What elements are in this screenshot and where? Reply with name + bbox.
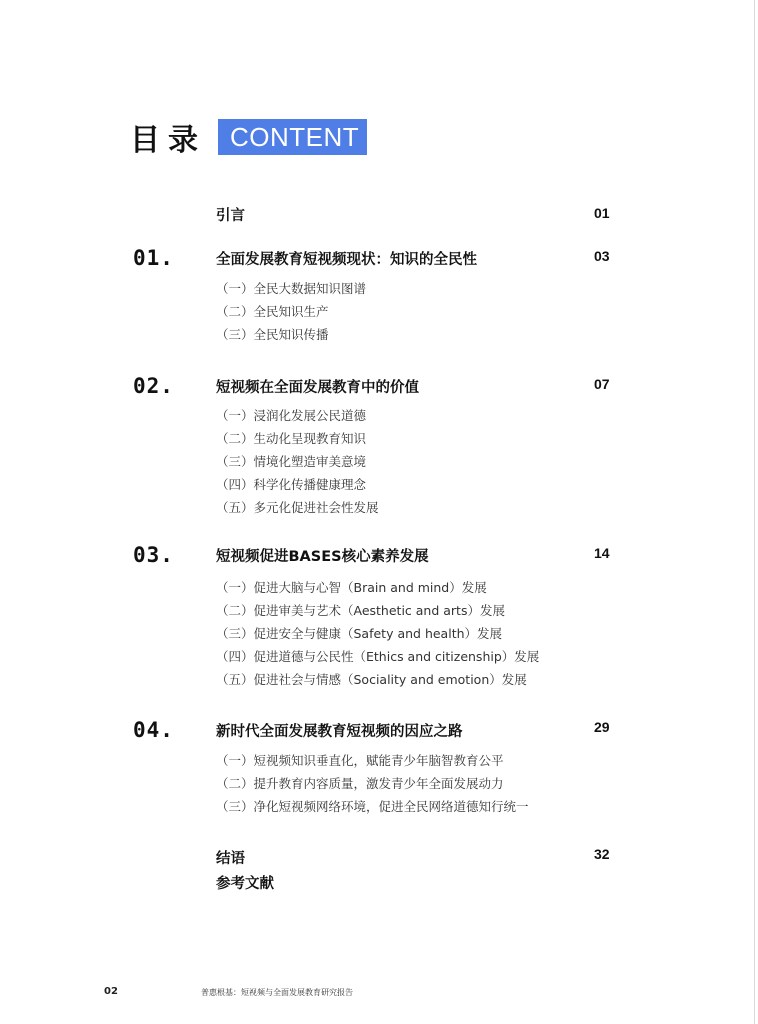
section-2-number: 02.: [133, 374, 174, 398]
section-1-title[interactable]: 全面发展教育短视频现状：知识的全民性: [216, 252, 477, 268]
section-3-item-1[interactable]: （一）促进大脑与心智（Brain and mind）发展: [216, 580, 487, 595]
footer-page-number: 02: [104, 986, 118, 997]
section-1-page: 03: [594, 248, 610, 264]
section-3-item-4[interactable]: （四）促进道德与公民性（Ethics and citizenship）发展: [216, 649, 540, 664]
toc-header: [130, 118, 367, 156]
section-3-page: 14: [594, 545, 610, 561]
section-1-item-1[interactable]: （一）全民大数据知识图谱: [216, 281, 367, 296]
toc-title-en-badge: CONTENT: [218, 119, 367, 155]
section-3-number: 03.: [133, 543, 174, 567]
section-2-item-2[interactable]: （二）生动化呈现教育知识: [216, 431, 367, 446]
section-4-item-1[interactable]: （一）短视频知识垂直化，赋能青少年脑智教育公平: [216, 753, 504, 768]
intro-title[interactable]: 引言: [216, 208, 245, 224]
section-2-title[interactable]: 短视频在全面发展教育中的价值: [216, 380, 419, 396]
section-4-item-3[interactable]: （三）净化短视频网络环境，促进全民网络道德知行统一: [216, 799, 529, 814]
conclusion-page: 32: [594, 846, 610, 862]
section-4-number: 04.: [133, 718, 174, 742]
section-1-item-2[interactable]: （二）全民知识生产: [216, 304, 329, 319]
section-4-page: 29: [594, 719, 610, 735]
section-3-item-3[interactable]: （三）促进安全与健康（Safety and health）发展: [216, 626, 503, 641]
section-2-item-1[interactable]: （一）浸润化发展公民道德: [216, 408, 367, 423]
intro-page: 01: [594, 205, 610, 221]
section-2-item-4[interactable]: （四）科学化传播健康理念: [216, 477, 367, 492]
section-2-item-3[interactable]: （三）情境化塑造审美意境: [216, 454, 367, 469]
section-2-page: 07: [594, 376, 610, 392]
section-4-item-2[interactable]: （二）提升教育内容质量，激发青少年全面发展动力: [216, 776, 504, 791]
section-1-number: 01.: [133, 246, 174, 270]
section-3-item-2[interactable]: （二）促进审美与艺术（Aesthetic and arts）发展: [216, 603, 505, 618]
section-3-item-5[interactable]: （五）促进社会与情感（Sociality and emotion）发展: [216, 672, 527, 687]
section-2-item-5[interactable]: （五）多元化促进社会性发展: [216, 500, 379, 515]
section-1-item-3[interactable]: （三）全民知识传播: [216, 327, 329, 342]
section-4-title[interactable]: 新时代全面发展教育短视频的因应之路: [216, 724, 463, 740]
references-title[interactable]: 参考文献: [216, 876, 274, 892]
section-3-title[interactable]: 短视频促进BASES核心素养发展: [216, 549, 429, 565]
conclusion-title[interactable]: 结语: [216, 851, 245, 867]
footer-report-title: 普惠根基：短视频与全面发展教育研究报告: [201, 988, 353, 997]
page-edge-line: [754, 0, 755, 1024]
toc-title-cn: 目录: [130, 123, 206, 158]
